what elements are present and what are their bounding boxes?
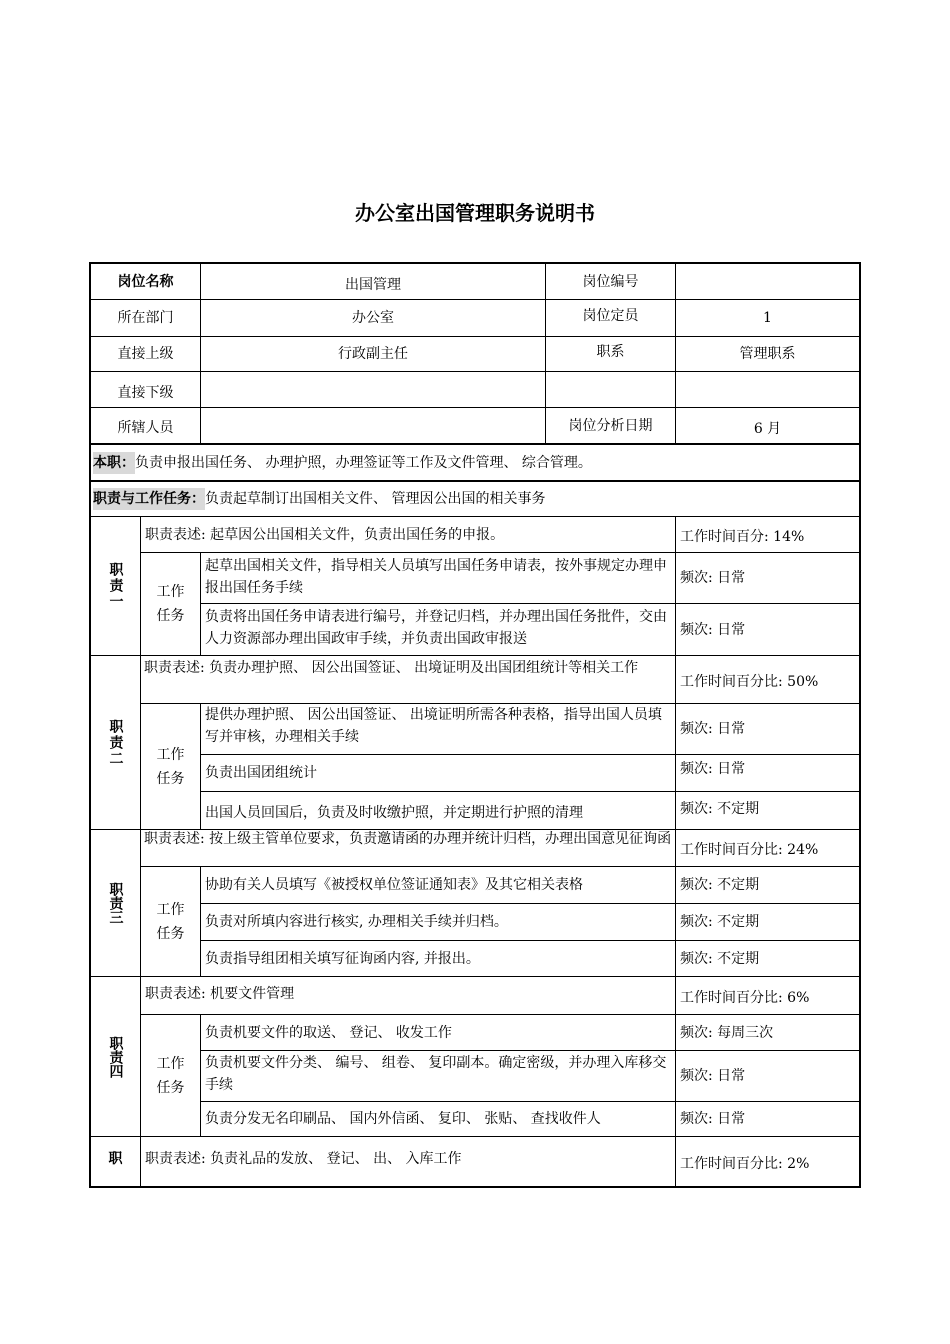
document-title: 办公室出国管理职务说明书 xyxy=(355,201,595,225)
post-no-label: 岗位编号 xyxy=(582,273,639,290)
duties-header-separator: ： xyxy=(191,488,205,510)
duty-4-task-1: 负责机要文件的取送、 登记、 收发工作 xyxy=(205,1024,452,1041)
superior-value: 行政副主任 xyxy=(338,346,408,362)
staff-label: 所辖人员 xyxy=(117,419,174,436)
post-no-value xyxy=(676,264,859,299)
duty-5-name: 职 xyxy=(108,1150,123,1167)
subordinate-value xyxy=(201,372,545,407)
dept-value: 办公室 xyxy=(352,310,394,326)
duties-header-row xyxy=(91,482,859,516)
duty-2-name: 职责二 xyxy=(107,718,124,767)
post-name-label: 岗位名称 xyxy=(117,273,174,290)
duty-3-task-1: 协助有关人员填写《被授权单位签证通知表》及其它相关表格 xyxy=(205,877,583,893)
duty-2-task-1: 提供办理护照、 因公出国签证、 出境证明所需各种表格，指导出国人员填写并审核，办理相关手续 xyxy=(205,707,662,745)
duty-2-task-3: 出国人员回国后，负责及时收缴护照，并定期进行护照的清理 xyxy=(205,804,583,821)
duty-2-task-2-freq: 频次: 日常 xyxy=(680,761,746,777)
duties-header-label: 职责与工作任务 xyxy=(93,488,191,510)
duty-2-desc: 职责表述: 负责办理护照、 因公出国签证、 出境证明及出国团组统计等相关工作 xyxy=(144,660,639,676)
duty-1-percent: 工作时间百分: 14% xyxy=(680,528,805,545)
duty-4-name: 职责四 xyxy=(107,1035,124,1078)
duty-4-percent: 工作时间百分比: 6% xyxy=(680,989,810,1006)
duty-1-task-label: 工作任务 xyxy=(156,584,185,624)
superior-label: 直接上级 xyxy=(117,346,174,362)
series-label: 职系 xyxy=(596,344,625,360)
duty-3-task-3: 负责指导组团相关填写征询函内容, 并报出。 xyxy=(205,950,480,967)
duty-3-name: 职责三 xyxy=(107,882,124,924)
series-value: 管理职系 xyxy=(739,346,796,362)
duty-1-task-2: 负责将出国任务申请表进行编号，并登记归档，并办理出国任务批件，交由人力资源部办理出国政审手续，并负责出国政审报送 xyxy=(205,609,667,647)
duty-5-percent: 工作时间百分比: 2% xyxy=(680,1155,810,1172)
analysis-date-label: 岗位分析日期 xyxy=(568,417,653,434)
duty-4-task-3: 负责分发无名印刷品、 国内外信函、 复印、 张贴、 查找收件人 xyxy=(205,1111,601,1127)
duty-1-task-1-freq: 频次: 日常 xyxy=(680,570,746,586)
post-name-value: 出国管理 xyxy=(345,276,401,293)
quota-value: 1 xyxy=(763,310,772,326)
duties-header-text: 负责起草制订出国相关文件、 管理因公出国的相关事务 xyxy=(205,491,546,507)
duty-4-task-3-freq: 频次: 日常 xyxy=(680,1111,746,1127)
duty-3-task-2-freq: 频次: 不定期 xyxy=(680,914,760,930)
duty-3-task-2: 负责对所填内容进行核实, 办理相关手续并归档。 xyxy=(205,914,508,930)
duty-1-name: 职责一 xyxy=(107,562,124,610)
dept-label: 所在部门 xyxy=(117,310,174,326)
analysis-date-value: 6 月 xyxy=(753,420,782,437)
duty-2-task-label: 工作任务 xyxy=(156,746,185,787)
duty-1-desc: 职责表述: 起草因公出国相关文件，负责出国任务的申报。 xyxy=(145,526,505,543)
quota-label: 岗位定员 xyxy=(582,308,639,324)
duty-3-desc: 职责表述: 按上级主管单位要求，负责邀请函的办理并统计归档，办理出国意见征询函 xyxy=(144,831,672,847)
duty-2-percent: 工作时间百分比: 50% xyxy=(680,673,819,690)
duty-4-task-label: 工作任务 xyxy=(156,1055,185,1096)
duty-2-task-3-freq: 频次: 不定期 xyxy=(680,800,760,817)
summary-separator: ： xyxy=(121,452,135,474)
duty-1-task-1: 起草出国相关文件，指导相关人员填写出国任务申请表，按外事规定办理申报出国任务手续 xyxy=(205,558,667,596)
duty-2-task-2: 负责出国团组统计 xyxy=(205,765,317,781)
duty-4-desc: 职责表述: 机要文件管理 xyxy=(145,985,295,1002)
summary-label: 本职 xyxy=(93,452,121,474)
summary-text: 负责申报出国任务、 办理护照，办理签证等工作及文件管理、 综合管理。 xyxy=(135,454,592,471)
summary-row xyxy=(91,445,859,480)
duty-3-task-3-freq: 频次: 不定期 xyxy=(680,950,760,967)
duty-3-task-1-freq: 频次: 不定期 xyxy=(680,877,760,893)
duty-3-percent: 工作时间百分比: 24% xyxy=(680,842,819,858)
duty-5-desc: 职责表述: 负责礼品的发放、 登记、 出、 入库工作 xyxy=(145,1150,462,1167)
duty-4-task-1-freq: 频次: 每周三次 xyxy=(680,1024,774,1041)
subordinate-label: 直接下级 xyxy=(117,384,174,401)
duty-4-task-2-freq: 频次: 日常 xyxy=(680,1068,746,1084)
duty-1-task-2-freq: 频次: 日常 xyxy=(680,621,746,638)
staff-value xyxy=(201,408,545,443)
duty-3-task-label: 工作任务 xyxy=(156,901,185,942)
duty-4-task-2: 负责机要文件分类、 编号、 组卷、 复印副本。确定密级，并办理入库移交手续 xyxy=(205,1055,667,1093)
duty-2-task-1-freq: 频次: 日常 xyxy=(680,721,746,737)
